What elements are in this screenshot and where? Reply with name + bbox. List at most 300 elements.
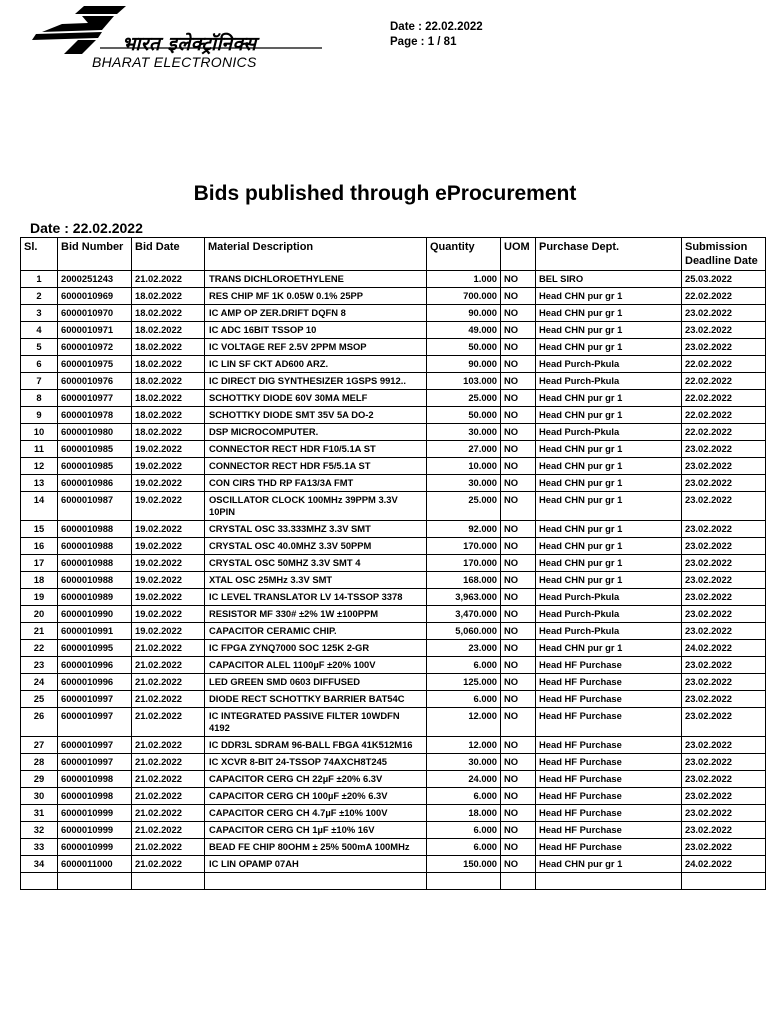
cell-sl: 3 [21, 305, 58, 322]
bids-table-body [21, 271, 766, 890]
column-header-bid-date: Bid Date [132, 238, 205, 271]
cell-quantity: 50.000 [427, 339, 501, 356]
cell-bid-number: 6000010985 [58, 441, 132, 458]
empty-cell [427, 873, 501, 890]
cell-submission-deadline: 23.02.2022 [682, 475, 766, 492]
cell-bid-date: 18.02.2022 [132, 339, 205, 356]
cell-bid-number: 6000010978 [58, 407, 132, 424]
cell-submission-deadline: 23.02.2022 [682, 538, 766, 555]
cell-uom: NO [501, 839, 536, 856]
table-row [21, 771, 766, 788]
cell-submission-deadline: 23.02.2022 [682, 754, 766, 771]
table-row [21, 640, 766, 657]
cell-material-description: CAPACITOR CERG CH 1µF ±10% 16V [205, 822, 427, 839]
cell-submission-deadline: 23.02.2022 [682, 339, 766, 356]
table-row [21, 475, 766, 492]
column-header-sl: Sl. [21, 238, 58, 271]
cell-submission-deadline: 23.02.2022 [682, 771, 766, 788]
cell-bid-number: 6000010998 [58, 771, 132, 788]
cell-material-description: SCHOTTKY DIODE 60V 30MA MELF [205, 390, 427, 407]
cell-sl: 30 [21, 788, 58, 805]
cell-bid-date: 21.02.2022 [132, 805, 205, 822]
cell-submission-deadline: 24.02.2022 [682, 640, 766, 657]
table-row [21, 822, 766, 839]
cell-sl: 15 [21, 521, 58, 538]
cell-bid-number: 6000010970 [58, 305, 132, 322]
empty-cell [536, 873, 682, 890]
cell-uom: NO [501, 771, 536, 788]
cell-uom: NO [501, 805, 536, 822]
cell-bid-number: 6000010999 [58, 839, 132, 856]
cell-purchase-dept: Head HF Purchase [536, 805, 682, 822]
cell-uom: NO [501, 356, 536, 373]
cell-material-description: CAPACITOR CERAMIC CHIP. [205, 623, 427, 640]
cell-purchase-dept: Head CHN pur gr 1 [536, 305, 682, 322]
cell-bid-number: 6000010999 [58, 822, 132, 839]
cell-uom: NO [501, 856, 536, 873]
cell-submission-deadline: 24.02.2022 [682, 856, 766, 873]
cell-submission-deadline: 23.02.2022 [682, 521, 766, 538]
cell-uom: NO [501, 521, 536, 538]
cell-purchase-dept: BEL SIRO [536, 271, 682, 288]
cell-bid-number: 6000010987 [58, 492, 132, 521]
table-row [21, 407, 766, 424]
cell-purchase-dept: Head HF Purchase [536, 674, 682, 691]
table-row [21, 657, 766, 674]
cell-bid-number: 6000010972 [58, 339, 132, 356]
cell-bid-date: 21.02.2022 [132, 754, 205, 771]
bel-logo [22, 4, 342, 74]
cell-purchase-dept: Head CHN pur gr 1 [536, 555, 682, 572]
table-row [21, 606, 766, 623]
cell-bid-date: 21.02.2022 [132, 839, 205, 856]
cell-material-description: CRYSTAL OSC 50MHZ 3.3V SMT 4 [205, 555, 427, 572]
cell-material-description: DSP MICROCOMPUTER. [205, 424, 427, 441]
cell-material-description: IC ADC 16BIT TSSOP 10 [205, 322, 427, 339]
cell-purchase-dept: Head CHN pur gr 1 [536, 856, 682, 873]
cell-material-description: CON CIRS THD RP FA13/3A FMT [205, 475, 427, 492]
empty-cell [682, 873, 766, 890]
cell-uom: NO [501, 691, 536, 708]
cell-sl: 20 [21, 606, 58, 623]
cell-uom: NO [501, 305, 536, 322]
cell-quantity: 27.000 [427, 441, 501, 458]
cell-material-description: IC AMP OP ZER.DRIFT DQFN 8 [205, 305, 427, 322]
cell-quantity: 92.000 [427, 521, 501, 538]
cell-purchase-dept: Head CHN pur gr 1 [536, 640, 682, 657]
cell-submission-deadline: 23.02.2022 [682, 441, 766, 458]
cell-bid-number: 6000010986 [58, 475, 132, 492]
cell-uom: NO [501, 441, 536, 458]
cell-quantity: 30.000 [427, 424, 501, 441]
cell-uom: NO [501, 657, 536, 674]
table-row [21, 339, 766, 356]
cell-quantity: 6.000 [427, 657, 501, 674]
cell-bid-date: 19.02.2022 [132, 623, 205, 640]
cell-bid-number: 6000010969 [58, 288, 132, 305]
cell-quantity: 3,470.000 [427, 606, 501, 623]
column-header-bid-number: Bid Number [58, 238, 132, 271]
cell-sl: 12 [21, 458, 58, 475]
cell-bid-date: 21.02.2022 [132, 674, 205, 691]
table-row [21, 754, 766, 771]
cell-bid-number: 6000010977 [58, 390, 132, 407]
cell-quantity: 12.000 [427, 708, 501, 737]
cell-submission-deadline: 23.02.2022 [682, 708, 766, 737]
cell-uom: NO [501, 322, 536, 339]
empty-cell [205, 873, 427, 890]
cell-sl: 26 [21, 708, 58, 737]
cell-material-description: BEAD FE CHIP 80OHM ± 25% 500mA 100MHz [205, 839, 427, 856]
cell-uom: NO [501, 822, 536, 839]
table-row [21, 305, 766, 322]
cell-bid-number: 6000010995 [58, 640, 132, 657]
cell-bid-date: 21.02.2022 [132, 657, 205, 674]
cell-bid-number: 6000010996 [58, 657, 132, 674]
cell-purchase-dept: Head HF Purchase [536, 657, 682, 674]
cell-purchase-dept: Head Purch-Pkula [536, 606, 682, 623]
empty-cell [21, 873, 58, 890]
cell-material-description: CAPACITOR CERG CH 4.7µF ±10% 100V [205, 805, 427, 822]
cell-material-description: RES CHIP MF 1K 0.05W 0.1% 25PP [205, 288, 427, 305]
cell-purchase-dept: Head HF Purchase [536, 788, 682, 805]
cell-sl: 1 [21, 271, 58, 288]
table-row [21, 390, 766, 407]
cell-purchase-dept: Head HF Purchase [536, 822, 682, 839]
cell-sl: 29 [21, 771, 58, 788]
cell-bid-date: 18.02.2022 [132, 407, 205, 424]
cell-purchase-dept: Head CHN pur gr 1 [536, 538, 682, 555]
cell-submission-deadline: 23.02.2022 [682, 623, 766, 640]
cell-sl: 21 [21, 623, 58, 640]
cell-sl: 13 [21, 475, 58, 492]
cell-uom: NO [501, 572, 536, 589]
cell-bid-date: 18.02.2022 [132, 305, 205, 322]
cell-uom: NO [501, 458, 536, 475]
cell-quantity: 24.000 [427, 771, 501, 788]
cell-bid-number: 6000010988 [58, 521, 132, 538]
cell-purchase-dept: Head Purch-Pkula [536, 589, 682, 606]
column-header-purchase-dept: Purchase Dept. [536, 238, 682, 271]
cell-bid-number: 6000010989 [58, 589, 132, 606]
cell-bid-number: 6000010990 [58, 606, 132, 623]
cell-quantity: 150.000 [427, 856, 501, 873]
cell-sl: 22 [21, 640, 58, 657]
cell-sl: 27 [21, 737, 58, 754]
column-header-material-description: Material Description [205, 238, 427, 271]
cell-purchase-dept: Head HF Purchase [536, 839, 682, 856]
table-row [21, 856, 766, 873]
table-row [21, 589, 766, 606]
cell-bid-date: 19.02.2022 [132, 589, 205, 606]
header-page-number: Page : 1 / 81 [390, 36, 457, 48]
empty-cell [132, 873, 205, 890]
cell-uom: NO [501, 708, 536, 737]
cell-quantity: 3,963.000 [427, 589, 501, 606]
cell-material-description: IC LIN SF CKT AD600 ARZ. [205, 356, 427, 373]
cell-material-description: IC XCVR 8-BIT 24-TSSOP 74AXCH8T245 [205, 754, 427, 771]
cell-sl: 10 [21, 424, 58, 441]
cell-sl: 4 [21, 322, 58, 339]
cell-uom: NO [501, 475, 536, 492]
cell-quantity: 50.000 [427, 407, 501, 424]
table-row [21, 441, 766, 458]
page-title: Bids published through eProcurement [193, 182, 577, 205]
cell-bid-date: 21.02.2022 [132, 788, 205, 805]
cell-sl: 24 [21, 674, 58, 691]
cell-uom: NO [501, 589, 536, 606]
cell-bid-date: 21.02.2022 [132, 771, 205, 788]
cell-bid-number: 6000010975 [58, 356, 132, 373]
cell-material-description: IC LEVEL TRANSLATOR LV 14-TSSOP 3378 [205, 589, 427, 606]
cell-bid-number: 6000010988 [58, 555, 132, 572]
cell-material-description: IC VOLTAGE REF 2.5V 2PPM MSOP [205, 339, 427, 356]
cell-bid-date: 19.02.2022 [132, 606, 205, 623]
cell-quantity: 10.000 [427, 458, 501, 475]
cell-material-description: CAPACITOR CERG CH 22µF ±20% 6.3V [205, 771, 427, 788]
cell-purchase-dept: Head Purch-Pkula [536, 623, 682, 640]
table-row [21, 458, 766, 475]
cell-purchase-dept: Head CHN pur gr 1 [536, 492, 682, 521]
cell-sl: 6 [21, 356, 58, 373]
cell-uom: NO [501, 538, 536, 555]
column-header-quantity: Quantity [427, 238, 501, 271]
table-header-row [21, 238, 766, 271]
cell-material-description: CAPACITOR CERG CH 100µF ±20% 6.3V [205, 788, 427, 805]
cell-sl: 9 [21, 407, 58, 424]
cell-uom: NO [501, 407, 536, 424]
cell-purchase-dept: Head HF Purchase [536, 691, 682, 708]
cell-sl: 34 [21, 856, 58, 873]
cell-bid-number: 6000010996 [58, 674, 132, 691]
table-row [21, 708, 766, 737]
cell-quantity: 23.000 [427, 640, 501, 657]
cell-quantity: 6.000 [427, 788, 501, 805]
cell-bid-number: 6000010997 [58, 737, 132, 754]
table-row [21, 839, 766, 856]
cell-submission-deadline: 25.03.2022 [682, 271, 766, 288]
cell-submission-deadline: 23.02.2022 [682, 822, 766, 839]
cell-submission-deadline: 23.02.2022 [682, 305, 766, 322]
cell-purchase-dept: Head Purch-Pkula [536, 356, 682, 373]
cell-quantity: 125.000 [427, 674, 501, 691]
cell-quantity: 90.000 [427, 356, 501, 373]
cell-submission-deadline: 23.02.2022 [682, 805, 766, 822]
cell-quantity: 168.000 [427, 572, 501, 589]
cell-sl: 11 [21, 441, 58, 458]
cell-bid-number: 6000010997 [58, 754, 132, 771]
cell-bid-date: 18.02.2022 [132, 322, 205, 339]
cell-bid-number: 6000010971 [58, 322, 132, 339]
cell-purchase-dept: Head HF Purchase [536, 771, 682, 788]
cell-submission-deadline: 22.02.2022 [682, 373, 766, 390]
cell-uom: NO [501, 606, 536, 623]
cell-bid-date: 21.02.2022 [132, 856, 205, 873]
cell-purchase-dept: Head CHN pur gr 1 [536, 322, 682, 339]
cell-bid-date: 21.02.2022 [132, 708, 205, 737]
table-row [21, 805, 766, 822]
cell-sl: 16 [21, 538, 58, 555]
cell-bid-number: 6000010988 [58, 538, 132, 555]
cell-sl: 23 [21, 657, 58, 674]
cell-bid-number: 6000010998 [58, 788, 132, 805]
cell-sl: 14 [21, 492, 58, 521]
cell-submission-deadline: 23.02.2022 [682, 458, 766, 475]
cell-material-description: RESISTOR MF 330# ±2% 1W ±100PPM [205, 606, 427, 623]
table-row [21, 691, 766, 708]
cell-quantity: 170.000 [427, 538, 501, 555]
empty-cell [58, 873, 132, 890]
cell-uom: NO [501, 288, 536, 305]
cell-purchase-dept: Head CHN pur gr 1 [536, 390, 682, 407]
cell-submission-deadline: 23.02.2022 [682, 492, 766, 521]
cell-bid-number: 6000010997 [58, 691, 132, 708]
cell-bid-date: 21.02.2022 [132, 822, 205, 839]
cell-submission-deadline: 23.02.2022 [682, 555, 766, 572]
table-row [21, 788, 766, 805]
cell-purchase-dept: Head CHN pur gr 1 [536, 521, 682, 538]
cell-bid-date: 21.02.2022 [132, 737, 205, 754]
cell-purchase-dept: Head HF Purchase [536, 708, 682, 737]
cell-purchase-dept: Head CHN pur gr 1 [536, 407, 682, 424]
cell-uom: NO [501, 555, 536, 572]
cell-sl: 33 [21, 839, 58, 856]
cell-sl: 31 [21, 805, 58, 822]
cell-sl: 19 [21, 589, 58, 606]
table-row [21, 555, 766, 572]
cell-submission-deadline: 22.02.2022 [682, 407, 766, 424]
column-header-uom: UOM [501, 238, 536, 271]
table-row [21, 623, 766, 640]
cell-quantity: 1.000 [427, 271, 501, 288]
cell-quantity: 49.000 [427, 322, 501, 339]
cell-material-description: OSCILLATOR CLOCK 100MHz 39PPM 3.3V 10PIN [205, 492, 427, 521]
table-row [21, 674, 766, 691]
empty-cell [501, 873, 536, 890]
cell-uom: NO [501, 788, 536, 805]
cell-bid-number: 6000010999 [58, 805, 132, 822]
table-row [21, 373, 766, 390]
cell-purchase-dept: Head CHN pur gr 1 [536, 458, 682, 475]
cell-submission-deadline: 23.02.2022 [682, 572, 766, 589]
cell-bid-number: 6000010997 [58, 708, 132, 737]
column-header-submission-deadline: Submission Deadline Date [682, 238, 766, 271]
cell-bid-number: 6000010976 [58, 373, 132, 390]
cell-sl: 7 [21, 373, 58, 390]
cell-material-description: IC DDR3L SDRAM 96-BALL FBGA 41K512M16 [205, 737, 427, 754]
cell-material-description: LED GREEN SMD 0603 DIFFUSED [205, 674, 427, 691]
cell-submission-deadline: 23.02.2022 [682, 322, 766, 339]
cell-uom: NO [501, 737, 536, 754]
table-row [21, 572, 766, 589]
cell-bid-number: 6000011000 [58, 856, 132, 873]
bids-table [20, 237, 766, 890]
header-meta [390, 20, 483, 50]
cell-submission-deadline: 22.02.2022 [682, 288, 766, 305]
cell-bid-date: 19.02.2022 [132, 521, 205, 538]
cell-uom: NO [501, 754, 536, 771]
cell-quantity: 25.000 [427, 390, 501, 407]
cell-bid-date: 19.02.2022 [132, 572, 205, 589]
cell-material-description: IC LIN OPAMP 07AH [205, 856, 427, 873]
cell-purchase-dept: Head Purch-Pkula [536, 424, 682, 441]
cell-uom: NO [501, 640, 536, 657]
cell-submission-deadline: 23.02.2022 [682, 606, 766, 623]
cell-bid-date: 18.02.2022 [132, 356, 205, 373]
cell-quantity: 6.000 [427, 822, 501, 839]
cell-submission-deadline: 22.02.2022 [682, 356, 766, 373]
cell-sl: 25 [21, 691, 58, 708]
cell-sl: 32 [21, 822, 58, 839]
cell-sl: 28 [21, 754, 58, 771]
cell-material-description: CAPACITOR ALEL 1100µF ±20% 100V [205, 657, 427, 674]
cell-bid-number: 6000010980 [58, 424, 132, 441]
cell-submission-deadline: 22.02.2022 [682, 424, 766, 441]
cell-quantity: 30.000 [427, 475, 501, 492]
cell-bid-date: 18.02.2022 [132, 288, 205, 305]
cell-quantity: 18.000 [427, 805, 501, 822]
cell-purchase-dept: Head HF Purchase [536, 737, 682, 754]
cell-bid-date: 19.02.2022 [132, 538, 205, 555]
cell-quantity: 103.000 [427, 373, 501, 390]
cell-bid-number: 6000010985 [58, 458, 132, 475]
table-row [21, 322, 766, 339]
cell-purchase-dept: Head HF Purchase [536, 754, 682, 771]
table-row [21, 737, 766, 754]
cell-submission-deadline: 23.02.2022 [682, 839, 766, 856]
table-row [21, 271, 766, 288]
report-date: Date : 22.02.2022 [30, 220, 143, 236]
cell-submission-deadline: 23.02.2022 [682, 589, 766, 606]
cell-submission-deadline: 23.02.2022 [682, 674, 766, 691]
cell-quantity: 12.000 [427, 737, 501, 754]
table-row [21, 492, 766, 521]
cell-purchase-dept: Head CHN pur gr 1 [536, 288, 682, 305]
cell-sl: 18 [21, 572, 58, 589]
cell-purchase-dept: Head CHN pur gr 1 [536, 572, 682, 589]
cell-submission-deadline: 23.02.2022 [682, 691, 766, 708]
cell-quantity: 6.000 [427, 839, 501, 856]
cell-quantity: 30.000 [427, 754, 501, 771]
cell-purchase-dept: Head CHN pur gr 1 [536, 339, 682, 356]
cell-material-description: CONNECTOR RECT HDR F10/5.1A ST [205, 441, 427, 458]
cell-material-description: IC INTEGRATED PASSIVE FILTER 10WDFN 4192 [205, 708, 427, 737]
cell-material-description: DIODE RECT SCHOTTKY BARRIER BAT54C [205, 691, 427, 708]
cell-material-description: CRYSTAL OSC 33.333MHZ 3.3V SMT [205, 521, 427, 538]
cell-material-description: CRYSTAL OSC 40.0MHZ 3.3V 50PPM [205, 538, 427, 555]
cell-bid-date: 18.02.2022 [132, 424, 205, 441]
cell-bid-date: 21.02.2022 [132, 640, 205, 657]
cell-purchase-dept: Head Purch-Pkula [536, 373, 682, 390]
cell-material-description: CONNECTOR RECT HDR F5/5.1A ST [205, 458, 427, 475]
cell-bid-date: 19.02.2022 [132, 441, 205, 458]
cell-bid-number: 6000010988 [58, 572, 132, 589]
cell-material-description: SCHOTTKY DIODE SMT 35V 5A DO-2 [205, 407, 427, 424]
cell-material-description: IC DIRECT DIG SYNTHESIZER 1GSPS 9912.. [205, 373, 427, 390]
cell-material-description: TRANS DICHLOROETHYLENE [205, 271, 427, 288]
cell-uom: NO [501, 390, 536, 407]
cell-submission-deadline: 23.02.2022 [682, 657, 766, 674]
cell-submission-deadline: 23.02.2022 [682, 788, 766, 805]
cell-quantity: 5,060.000 [427, 623, 501, 640]
table-row-empty [21, 873, 766, 890]
table-row [21, 356, 766, 373]
table-row [21, 521, 766, 538]
table-row [21, 424, 766, 441]
cell-quantity: 90.000 [427, 305, 501, 322]
cell-quantity: 25.000 [427, 492, 501, 521]
logo-text-english: BHARAT ELECTRONICS [92, 54, 257, 70]
